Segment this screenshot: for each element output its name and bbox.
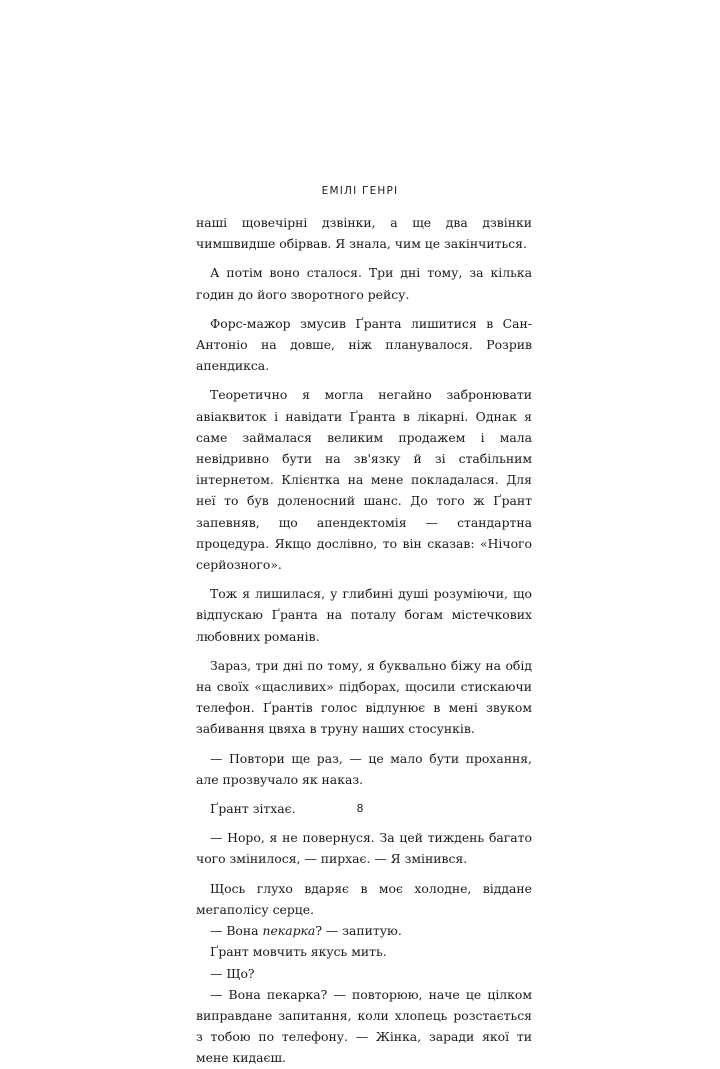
paragraph: А потім воно сталося. Три дні тому, за кілька годин до його зворотного рейсу. — [196, 265, 532, 302]
paragraph: — Повтори ще раз, — це мало бути прохання, але прозвучало як наказ. — [196, 750, 532, 787]
paragraph: наші щовечірні дзвінки, а ще два дзвінки чимшвидше обірвав. Я знала, чим це закінчиться. — [196, 215, 532, 252]
paragraph: — Вона пекарка? — повторюю, наче це цілком виправдане запитання, коли хлопець розстається з тобою по телефону. — Жінка, заради якої ти мене кидаєш. — [196, 986, 532, 1066]
dialogue-text: — Вона — [210, 923, 263, 939]
paragraph: Ґрант мовчить якусь мить. — [210, 944, 387, 960]
body-text — [196, 212, 532, 1069]
paragraph: Щось глухо вдаряє в моє холодне, віддане мегаполісу серце. — [196, 880, 532, 917]
paragraph: Зараз, три дні по тому, я буквально біжу на обід на своїх «щасливих» підборах, щосили стискаючи телефон. Ґрантів голос відлунює в мені звуком забивання цвяха в труну наших стосунків. — [196, 657, 532, 737]
paragraph: — Що? — [210, 965, 255, 981]
paragraph: Форс-мажор змусив Ґранта лишитися в Сан-Антоніо на довше, ніж планувалося. Розрив апендикса. — [196, 315, 532, 374]
paragraph-vona-pekarka — [196, 920, 532, 941]
italic-word: пекарка — [262, 923, 316, 939]
dialogue-text: ? — запитую. — [315, 923, 402, 939]
page-number: 8 — [356, 802, 364, 815]
running-head-author: ЕМІЛІ ГЕНРІ — [321, 185, 399, 197]
paragraph: — Норо, я не повернуся. За цей тиждень багато чого змінилося, — пирхає. — Я змінився. — [196, 830, 532, 867]
paragraph: Теоретично я могла негайно забронювати авіаквиток і навідати Ґранта в лікарні. Однак я саме займалася великим продажем і мала невідривно бути на зв'язку й зі стабільним інтернетом. Клієнтка на мене покладалася. Для неї то був доленосний шанс. До того ж Ґрант запевняв, що апендектомія — стандартна процедура. Якщо дослівно, то він сказав: «Нічого серйозного». — [196, 387, 532, 573]
paragraph: Тож я лишилася, у глибині душі розуміючи, що відпускаю Ґранта на поталу богам містечкових любовних романів. — [196, 586, 532, 644]
paragraph: Ґрант зітхає. — [210, 801, 296, 817]
